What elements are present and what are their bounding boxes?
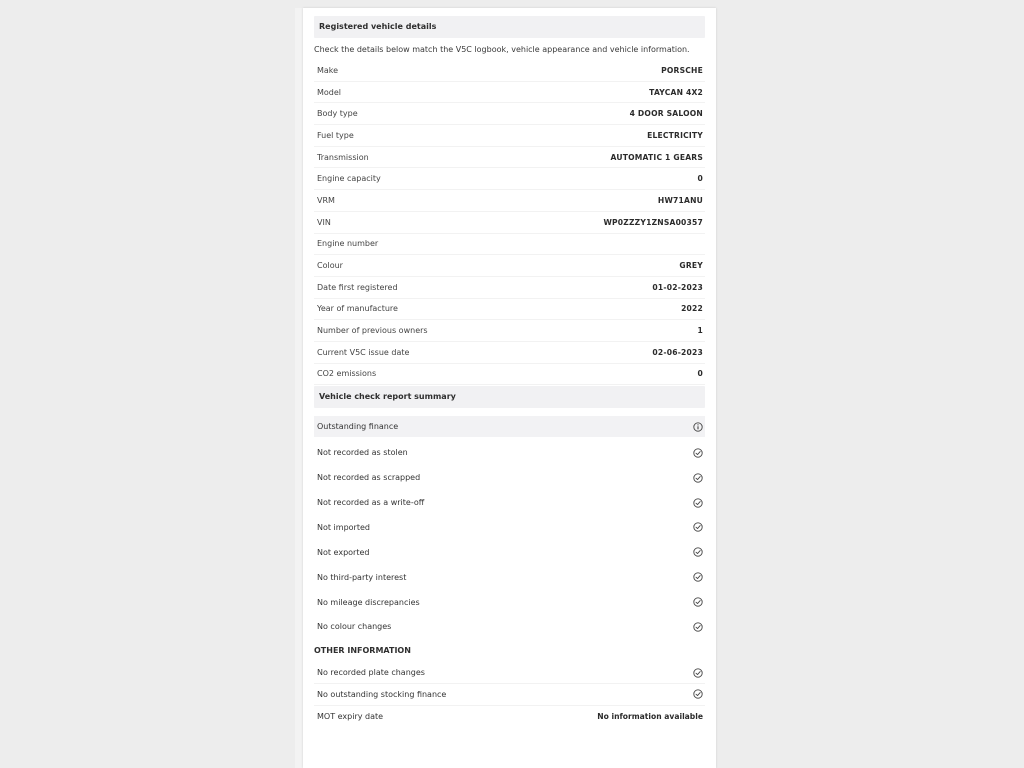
other-information-item xyxy=(314,684,705,706)
info-icon[interactable] xyxy=(693,422,703,432)
other-information-label: No recorded plate changes xyxy=(317,668,425,678)
other-information-item xyxy=(314,662,705,684)
detail-value: TAYCAN 4X2 xyxy=(649,87,703,97)
detail-label: Colour xyxy=(317,261,343,271)
detail-row xyxy=(314,277,705,299)
check-circle-icon xyxy=(693,522,703,532)
check-circle-icon xyxy=(693,668,703,678)
check-summary-label: No mileage discrepancies xyxy=(317,597,420,607)
check-circle-icon xyxy=(693,597,703,607)
detail-row xyxy=(314,234,705,256)
other-information-title: OTHER INFORMATION xyxy=(314,646,411,656)
other-information-label: No outstanding stocking finance xyxy=(317,689,447,699)
registered-details-list xyxy=(314,60,705,385)
check-circle-icon xyxy=(693,448,703,458)
check-circle-icon xyxy=(693,689,703,699)
detail-row xyxy=(314,168,705,190)
detail-row xyxy=(314,60,705,82)
detail-value: WP0ZZZY1ZNSA00357 xyxy=(603,217,703,227)
detail-label: VIN xyxy=(317,217,331,227)
detail-row xyxy=(314,342,705,364)
detail-label: Engine capacity xyxy=(317,174,381,184)
check-summary-label: Not imported xyxy=(317,522,370,532)
detail-value: ELECTRICITY xyxy=(647,130,703,140)
check-circle-icon xyxy=(693,572,703,582)
check-circle-icon xyxy=(693,473,703,483)
check-summary-item xyxy=(314,590,705,615)
detail-value: 1 xyxy=(697,326,703,336)
registered-details-header: Registered vehicle details xyxy=(314,16,705,38)
detail-value: GREY xyxy=(679,261,703,271)
detail-label: Fuel type xyxy=(317,130,354,140)
detail-value: 0 xyxy=(697,174,703,184)
detail-row xyxy=(314,320,705,342)
check-summary-item xyxy=(314,615,705,640)
check-summary-header: Vehicle check report summary xyxy=(314,386,705,408)
check-summary-label: Not recorded as stolen xyxy=(317,448,408,458)
detail-row xyxy=(314,82,705,104)
check-summary-item[interactable] xyxy=(314,416,705,437)
check-summary-label: No colour changes xyxy=(317,622,392,632)
detail-label: Current V5C issue date xyxy=(317,347,410,357)
detail-row xyxy=(314,364,705,386)
check-summary-label: Not recorded as a write-off xyxy=(317,498,425,508)
detail-label: CO2 emissions xyxy=(317,369,377,379)
detail-label: Number of previous owners xyxy=(317,326,428,336)
other-information-list xyxy=(314,662,705,727)
detail-row xyxy=(314,147,705,169)
check-summary-item xyxy=(314,540,705,565)
detail-label: Make xyxy=(317,65,339,75)
detail-row xyxy=(314,125,705,147)
check-circle-icon xyxy=(693,498,703,508)
detail-value: HW71ANU xyxy=(657,195,703,205)
detail-value: PORSCHE xyxy=(661,65,703,75)
left-edge-strip xyxy=(295,8,303,768)
detail-label: Body type xyxy=(317,109,358,119)
detail-label: Year of manufacture xyxy=(317,304,398,314)
detail-value: 01-02-2023 xyxy=(652,282,703,292)
detail-value: 2022 xyxy=(681,304,703,314)
check-summary-label: Outstanding finance xyxy=(317,422,399,432)
other-information-item xyxy=(314,706,705,728)
other-information-value: No information available xyxy=(597,712,703,722)
detail-row xyxy=(314,190,705,212)
detail-value: AUTOMATIC 1 GEARS xyxy=(610,152,703,162)
check-summary-list xyxy=(314,416,705,639)
check-circle-icon xyxy=(693,547,703,557)
detail-row xyxy=(314,299,705,321)
detail-row xyxy=(314,103,705,125)
detail-label: Date first registered xyxy=(317,282,398,292)
check-summary-item xyxy=(314,515,705,540)
vehicle-report-panel xyxy=(303,8,716,768)
check-summary-label: No third-party interest xyxy=(317,572,407,582)
detail-row xyxy=(314,212,705,234)
check-summary-label: Not recorded as scrapped xyxy=(317,473,421,483)
detail-value: 4 DOOR SALOON xyxy=(629,109,703,119)
check-circle-icon xyxy=(693,622,703,632)
detail-row xyxy=(314,255,705,277)
registered-details-intro: Check the details below match the V5C logbook, vehicle appearance and vehicle information. xyxy=(314,45,690,54)
detail-label: Model xyxy=(317,87,342,97)
detail-label: Engine number xyxy=(317,239,379,249)
check-summary-item xyxy=(314,440,705,465)
check-summary-label: Not exported xyxy=(317,547,370,557)
other-information-label: MOT expiry date xyxy=(317,712,384,722)
check-summary-item xyxy=(314,565,705,590)
detail-label: VRM xyxy=(317,195,335,205)
detail-label: Transmission xyxy=(317,152,369,162)
check-summary-item xyxy=(314,465,705,490)
check-summary-item xyxy=(314,490,705,515)
detail-value: 0 xyxy=(697,369,703,379)
detail-value: 02-06-2023 xyxy=(652,347,703,357)
